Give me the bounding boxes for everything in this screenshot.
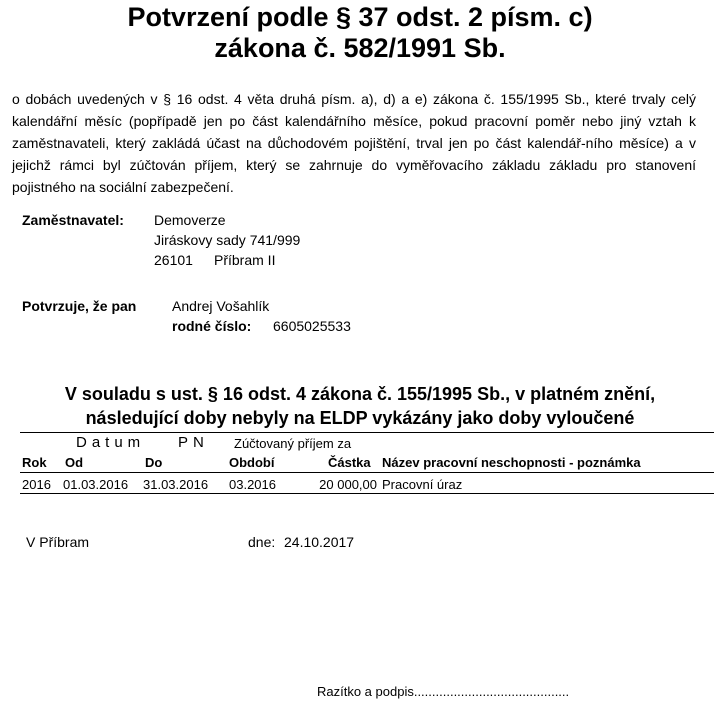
cell-rok: 2016 <box>22 477 51 492</box>
title-line-2: zákona č. 582/1991 Sb. <box>214 33 506 63</box>
section-heading-line-1: V souladu s ust. § 16 odst. 4 zákona č. 155/1995 Sb., v platném znění, <box>64 384 656 404</box>
date-label: dne: <box>248 534 276 550</box>
employer-street: Jiráskovy sady 741/999 <box>154 232 301 248</box>
employer-label: Zaměstnavatel: <box>22 212 124 228</box>
birth-number-value: 6605025533 <box>273 318 351 334</box>
intro-paragraph: o dobách uvedených v § 16 odst. 4 věta druhá písm. a), d) a e) zákona č. 155/1995 Sb., které trvaly celý kalendářní měsíc (popřípadě jen po část kalendářního měsíce, pokud pracovní poměr nebo jiný vztah k zaměstnavateli, který zakládá účast na důchodovém pojištění, trval jen po část kalendář-ního měsíce) a v jejichž rámci byl zúčtován příjem, který se zahrnuje do vyměřovacího základu základu pro stanovení pojistného na sociální zabezpečení. <box>12 91 696 195</box>
section-heading <box>0 382 720 430</box>
cell-do: 31.03.2016 <box>143 477 209 492</box>
employee-label: Potvrzuje, že pan <box>22 298 137 314</box>
col-header-castka: Částka <box>328 455 371 470</box>
place-text: V Příbram <box>26 534 90 550</box>
employer-zip: 26101 <box>154 252 193 268</box>
title-line-1: Potvrzení podle § 37 odst. 2 písm. c) <box>127 2 593 32</box>
group-header-income: Zúčtovaný příjem za <box>234 436 352 451</box>
signature-line: Razítko a podpis........................................... <box>317 684 570 699</box>
group-header-datum: Datum <box>76 434 146 451</box>
section-heading-line-2: následující doby nebyly na ELDP vykázány jako doby vyloučené <box>85 408 635 428</box>
employee-name: Andrej Vošahlík <box>172 298 270 314</box>
cell-obdobi: 03.2016 <box>229 477 276 492</box>
cell-castka: 20 000,00 <box>319 477 377 492</box>
document-title <box>0 2 720 64</box>
employer-city: Příbram II <box>214 252 276 268</box>
table-top-rule <box>20 432 714 433</box>
col-header-od: Od <box>65 455 84 470</box>
birth-number-label: rodné číslo: <box>172 318 252 334</box>
table-header-rule <box>20 472 714 473</box>
group-header-pn: PN <box>178 434 209 451</box>
col-header-do: Do <box>145 455 163 470</box>
col-header-rok: Rok <box>22 455 47 470</box>
col-header-nazev: Název pracovní neschopnosti - poznámka <box>382 455 641 470</box>
cell-nazev: Pracovní úraz <box>382 477 463 492</box>
table-bottom-rule <box>20 493 714 494</box>
employer-name: Demoverze <box>154 212 226 228</box>
date-value: 24.10.2017 <box>284 534 355 550</box>
cell-od: 01.03.2016 <box>63 477 129 492</box>
col-header-obdobi: Období <box>229 455 275 470</box>
